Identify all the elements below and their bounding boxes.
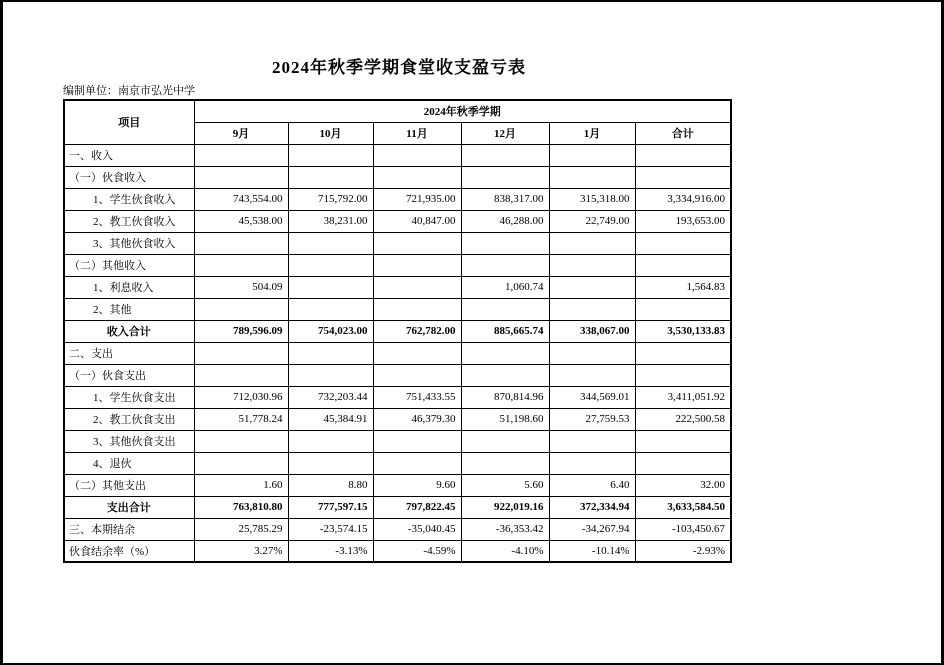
- value-cell: [549, 342, 635, 364]
- value-cell: [635, 364, 731, 386]
- report-content: [63, 2, 735, 563]
- row-label-cell: 收入合计: [64, 320, 194, 342]
- value-cell: [288, 144, 373, 166]
- value-cell: -4.59%: [373, 540, 461, 562]
- value-cell: [373, 430, 461, 452]
- value-cell: [635, 342, 731, 364]
- row-label-cell: 支出合计: [64, 496, 194, 518]
- value-cell: 754,023.00: [288, 320, 373, 342]
- value-cell: 715,792.00: [288, 188, 373, 210]
- value-cell: 743,554.00: [194, 188, 288, 210]
- value-cell: 27,759.53: [549, 408, 635, 430]
- value-cell: [461, 232, 549, 254]
- table-row: [64, 210, 731, 232]
- value-cell: [549, 166, 635, 188]
- value-cell: -3.13%: [288, 540, 373, 562]
- value-cell: [635, 430, 731, 452]
- table-row: [64, 518, 731, 540]
- value-cell: 504.09: [194, 276, 288, 298]
- table-row: [64, 144, 731, 166]
- table-row: [64, 474, 731, 496]
- value-cell: [635, 166, 731, 188]
- row-label-cell: 伙食结余率（%）: [64, 540, 194, 562]
- table-row: [64, 276, 731, 298]
- value-cell: 763,810.80: [194, 496, 288, 518]
- value-cell: [549, 452, 635, 474]
- value-cell: 46,379.30: [373, 408, 461, 430]
- value-cell: [373, 276, 461, 298]
- value-cell: [461, 166, 549, 188]
- row-label-cell: 三、本期结余: [64, 518, 194, 540]
- value-cell: [635, 298, 731, 320]
- value-cell: 838,317.00: [461, 188, 549, 210]
- header-row-semester: [64, 100, 731, 122]
- value-cell: [549, 298, 635, 320]
- table-row: [64, 496, 731, 518]
- value-cell: 922,019.16: [461, 496, 549, 518]
- report-title: 2024年秋季学期食堂收支盈亏表: [272, 58, 526, 77]
- row-label-cell: （二）其他收入: [64, 254, 194, 276]
- value-cell: 885,665.74: [461, 320, 549, 342]
- table-row: [64, 298, 731, 320]
- value-cell: 25,785.29: [194, 518, 288, 540]
- value-cell: -4.10%: [461, 540, 549, 562]
- value-cell: 8.80: [288, 474, 373, 496]
- value-cell: 222,500.58: [635, 408, 731, 430]
- table-row: [64, 452, 731, 474]
- value-cell: 6.40: [549, 474, 635, 496]
- semester-header: 2024年秋季学期: [194, 100, 731, 122]
- row-label-cell: （一）伙食收入: [64, 166, 194, 188]
- value-cell: 3,411,051.92: [635, 386, 731, 408]
- value-cell: -2.93%: [635, 540, 731, 562]
- value-cell: 762,782.00: [373, 320, 461, 342]
- value-cell: [373, 254, 461, 276]
- row-label-cell: 2、教工伙食支出: [64, 408, 194, 430]
- value-cell: [288, 364, 373, 386]
- table-row: [64, 408, 731, 430]
- value-cell: [461, 254, 549, 276]
- month-header: 1月: [549, 122, 635, 144]
- value-cell: [194, 342, 288, 364]
- row-label-cell: 4、退伙: [64, 452, 194, 474]
- row-label-cell: 1、利息收入: [64, 276, 194, 298]
- value-cell: [194, 364, 288, 386]
- value-cell: 45,538.00: [194, 210, 288, 232]
- value-cell: [194, 166, 288, 188]
- value-cell: 797,822.45: [373, 496, 461, 518]
- value-cell: [288, 452, 373, 474]
- value-cell: [194, 430, 288, 452]
- value-cell: [288, 430, 373, 452]
- value-cell: [194, 452, 288, 474]
- value-cell: 338,067.00: [549, 320, 635, 342]
- value-cell: -10.14%: [549, 540, 635, 562]
- value-cell: 870,814.96: [461, 386, 549, 408]
- value-cell: [373, 364, 461, 386]
- table-row: [64, 232, 731, 254]
- value-cell: [635, 254, 731, 276]
- value-cell: 712,030.96: [194, 386, 288, 408]
- value-cell: 40,847.00: [373, 210, 461, 232]
- row-label-cell: 2、教工伙食收入: [64, 210, 194, 232]
- value-cell: 1,060.74: [461, 276, 549, 298]
- item-column-header: 项目: [64, 100, 194, 144]
- value-cell: [288, 342, 373, 364]
- value-cell: 372,334.94: [549, 496, 635, 518]
- row-label-cell: 2、其他: [64, 298, 194, 320]
- value-cell: [194, 144, 288, 166]
- value-cell: 22,749.00: [549, 210, 635, 232]
- prepared-by-label: 编制单位：南京市弘光中学: [63, 85, 195, 97]
- value-cell: [549, 276, 635, 298]
- value-cell: 9.60: [373, 474, 461, 496]
- table-row: [64, 386, 731, 408]
- value-cell: -23,574.15: [288, 518, 373, 540]
- value-cell: [461, 364, 549, 386]
- month-header: 12月: [461, 122, 549, 144]
- row-label-cell: （一）伙食支出: [64, 364, 194, 386]
- table-row: [64, 166, 731, 188]
- value-cell: [635, 452, 731, 474]
- total-column-header: 合计: [635, 122, 731, 144]
- value-cell: [461, 430, 549, 452]
- value-cell: 777,597.15: [288, 496, 373, 518]
- table-row: [64, 364, 731, 386]
- table-row: [64, 342, 731, 364]
- value-cell: 46,288.00: [461, 210, 549, 232]
- value-cell: [461, 342, 549, 364]
- value-cell: 51,778.24: [194, 408, 288, 430]
- value-cell: [373, 166, 461, 188]
- value-cell: 315,318.00: [549, 188, 635, 210]
- month-header: 9月: [194, 122, 288, 144]
- value-cell: 732,203.44: [288, 386, 373, 408]
- value-cell: [549, 254, 635, 276]
- value-cell: 3,633,584.50: [635, 496, 731, 518]
- value-cell: [461, 144, 549, 166]
- value-cell: 3,530,133.83: [635, 320, 731, 342]
- value-cell: 38,231.00: [288, 210, 373, 232]
- report-table: [63, 99, 732, 563]
- value-cell: [194, 298, 288, 320]
- value-cell: 721,935.00: [373, 188, 461, 210]
- value-cell: [549, 232, 635, 254]
- table-row: [64, 320, 731, 342]
- value-cell: 5.60: [461, 474, 549, 496]
- row-label-cell: 二、支出: [64, 342, 194, 364]
- row-label-cell: 1、学生伙食支出: [64, 386, 194, 408]
- value-cell: [194, 232, 288, 254]
- value-cell: [373, 452, 461, 474]
- value-cell: [635, 232, 731, 254]
- value-cell: 789,596.09: [194, 320, 288, 342]
- value-cell: [373, 298, 461, 320]
- value-cell: [288, 298, 373, 320]
- table-body: [64, 144, 731, 562]
- value-cell: [373, 232, 461, 254]
- value-cell: -36,353.42: [461, 518, 549, 540]
- value-cell: [373, 144, 461, 166]
- value-cell: [549, 430, 635, 452]
- value-cell: [461, 298, 549, 320]
- value-cell: [373, 342, 461, 364]
- value-cell: 1,564.83: [635, 276, 731, 298]
- value-cell: 344,569.01: [549, 386, 635, 408]
- value-cell: [194, 254, 288, 276]
- value-cell: [635, 144, 731, 166]
- row-label-cell: 3、其他伙食收入: [64, 232, 194, 254]
- value-cell: 1.60: [194, 474, 288, 496]
- value-cell: 51,198.60: [461, 408, 549, 430]
- row-label-cell: 一、收入: [64, 144, 194, 166]
- table-row: [64, 254, 731, 276]
- row-label-cell: （二）其他支出: [64, 474, 194, 496]
- value-cell: [288, 254, 373, 276]
- value-cell: 193,653.00: [635, 210, 731, 232]
- value-cell: 751,433.55: [373, 386, 461, 408]
- value-cell: [288, 232, 373, 254]
- value-cell: -103,450.67: [635, 518, 731, 540]
- value-cell: 32.00: [635, 474, 731, 496]
- table-row: [64, 430, 731, 452]
- month-header: 10月: [288, 122, 373, 144]
- value-cell: [288, 166, 373, 188]
- value-cell: -34,267.94: [549, 518, 635, 540]
- value-cell: [288, 276, 373, 298]
- table-row: [64, 540, 731, 562]
- value-cell: [461, 452, 549, 474]
- month-header: 11月: [373, 122, 461, 144]
- value-cell: -35,040.45: [373, 518, 461, 540]
- value-cell: 45,384.91: [288, 408, 373, 430]
- value-cell: [549, 364, 635, 386]
- value-cell: 3,334,916.00: [635, 188, 731, 210]
- row-label-cell: 3、其他伙食支出: [64, 430, 194, 452]
- row-label-cell: 1、学生伙食收入: [64, 188, 194, 210]
- table-header: [64, 100, 731, 144]
- value-cell: [549, 144, 635, 166]
- value-cell: 3.27%: [194, 540, 288, 562]
- table-row: [64, 188, 731, 210]
